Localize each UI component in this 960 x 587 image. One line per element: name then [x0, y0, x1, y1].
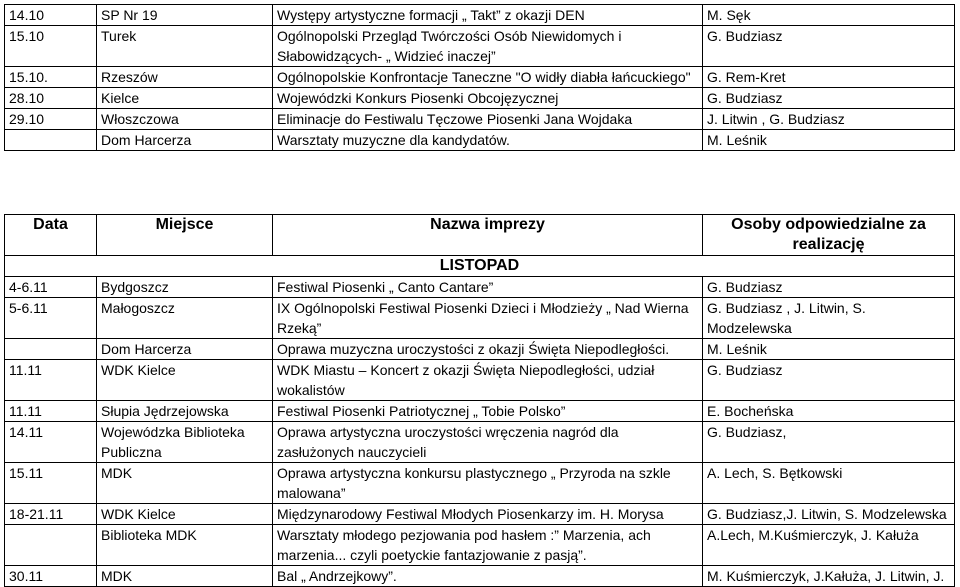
place-cell: Dom Harcerza — [97, 130, 273, 151]
event-cell: Ogólnopolski Przegląd Twórczości Osób Niewidomych i Słabowidzących- „ Widzieć inaczej” — [273, 26, 703, 67]
date-cell: 14.10 — [5, 5, 97, 26]
person-cell: A.Lech, M.Kuśmierczyk, J. Kałuża — [703, 525, 955, 566]
person-cell: G. Rem-Kret — [703, 67, 955, 88]
date-cell: 4-6.11 — [5, 277, 97, 298]
person-cell: G. Budziasz,J. Litwin, S. Modzelewska — [703, 504, 955, 525]
date-cell — [5, 525, 97, 566]
place-cell: WDK Kielce — [97, 360, 273, 401]
date-cell: 11.11 — [5, 401, 97, 422]
event-cell: Występy artystyczne formacji „ Takt” z okazji DEN — [273, 5, 703, 26]
place-cell: Małogoszcz — [97, 298, 273, 339]
table-row — [5, 401, 955, 422]
table-row — [5, 566, 955, 587]
event-cell: WDK Miastu – Koncert z okazji Święta Niepodległości, udział wokalistów — [273, 360, 703, 401]
date-cell: 15.11 — [5, 463, 97, 504]
header-event: Nazwa imprezy — [273, 215, 703, 256]
place-cell: Kielce — [97, 88, 273, 109]
event-cell: Bal „ Andrzejkowy”. — [273, 566, 703, 587]
date-cell: 15.10 — [5, 26, 97, 67]
table-row — [5, 360, 955, 401]
place-cell: SP Nr 19 — [97, 5, 273, 26]
date-cell: 14.11 — [5, 422, 97, 463]
table-row — [5, 339, 955, 360]
event-cell: Festiwal Piosenki „ Canto Cantare” — [273, 277, 703, 298]
person-cell: G. Budziasz — [703, 360, 955, 401]
date-cell — [5, 130, 97, 151]
table-row — [5, 422, 955, 463]
person-cell: E. Bocheńska — [703, 401, 955, 422]
table-row — [5, 67, 955, 88]
place-cell: Dom Harcerza — [97, 339, 273, 360]
table-row — [5, 88, 955, 109]
table-row — [5, 130, 955, 151]
place-cell: Wojewódzka Biblioteka Publiczna — [97, 422, 273, 463]
date-cell — [5, 339, 97, 360]
person-cell: M. Leśnik — [703, 130, 955, 151]
date-cell: 11.11 — [5, 360, 97, 401]
person-cell: G. Budziasz , J. Litwin, S. Modzelewska — [703, 298, 955, 339]
event-cell: Festiwal Piosenki Patriotycznej „ Tobie Polsko” — [273, 401, 703, 422]
event-cell: Warsztaty młodego pezjowania pod hasłem :” Marzenia, ach marzenia... czyli poetyckie fantazjowanie z pasją”. — [273, 525, 703, 566]
event-cell: Ogólnopolskie Konfrontacje Taneczne "O widły diabła łańcuckiego" — [273, 67, 703, 88]
table-row — [5, 504, 955, 525]
event-cell: Oprawa muzyczna uroczystości z okazji Święta Niepodległości. — [273, 339, 703, 360]
event-cell: IX Ogólnopolski Festiwal Piosenki Dzieci i Młodzieży „ Nad Wierna Rzeką” — [273, 298, 703, 339]
date-cell: 30.11 — [5, 566, 97, 587]
month-heading: LISTOPAD — [5, 256, 955, 277]
place-cell: Włoszczowa — [97, 109, 273, 130]
table-row — [5, 5, 955, 26]
date-cell: 28.10 — [5, 88, 97, 109]
place-cell: Turek — [97, 26, 273, 67]
place-cell: WDK Kielce — [97, 504, 273, 525]
event-cell: Oprawa artystyczna uroczystości wręczenia nagród dla zasłużonych nauczycieli — [273, 422, 703, 463]
person-cell: G. Budziasz — [703, 277, 955, 298]
person-cell: M. Kuśmierczyk, J.Kałuża, J. Litwin, J. — [703, 566, 955, 587]
month-row — [5, 256, 955, 277]
october-events-table — [4, 4, 955, 151]
person-cell: M. Sęk — [703, 5, 955, 26]
table-row — [5, 525, 955, 566]
date-cell: 15.10. — [5, 67, 97, 88]
table-row — [5, 277, 955, 298]
date-cell: 18-21.11 — [5, 504, 97, 525]
place-cell: Biblioteka MDK — [97, 525, 273, 566]
place-cell: MDK — [97, 566, 273, 587]
person-cell: A. Lech, S. Bętkowski — [703, 463, 955, 504]
header-place: Miejsce — [97, 215, 273, 256]
header-person: Osoby odpowiedzialne za realizację — [703, 215, 955, 256]
person-cell: G. Budziasz, — [703, 422, 955, 463]
event-cell: Eliminacje do Festiwalu Tęczowe Piosenki Jana Wojdaka — [273, 109, 703, 130]
person-cell: M. Leśnik — [703, 339, 955, 360]
table-header-row — [5, 215, 955, 256]
table-row — [5, 26, 955, 67]
place-cell: Słupia Jędrzejowska — [97, 401, 273, 422]
date-cell: 29.10 — [5, 109, 97, 130]
place-cell: Bydgoszcz — [97, 277, 273, 298]
person-cell: G. Budziasz — [703, 88, 955, 109]
header-date: Data — [5, 215, 97, 256]
event-cell: Warsztaty muzyczne dla kandydatów. — [273, 130, 703, 151]
place-cell: MDK — [97, 463, 273, 504]
person-cell: G. Budziasz — [703, 26, 955, 67]
table-row — [5, 109, 955, 130]
event-cell: Oprawa artystyczna konkursu plastycznego „ Przyroda na szkle malowana” — [273, 463, 703, 504]
person-cell: J. Litwin , G. Budziasz — [703, 109, 955, 130]
table-row — [5, 298, 955, 339]
place-cell: Rzeszów — [97, 67, 273, 88]
event-cell: Wojewódzki Konkurs Piosenki Obcojęzycznej — [273, 88, 703, 109]
date-cell: 5-6.11 — [5, 298, 97, 339]
table-row — [5, 463, 955, 504]
event-cell: Międzynarodowy Festiwal Młodych Piosenkarzy im. H. Morysa — [273, 504, 703, 525]
november-events-table — [4, 214, 955, 587]
